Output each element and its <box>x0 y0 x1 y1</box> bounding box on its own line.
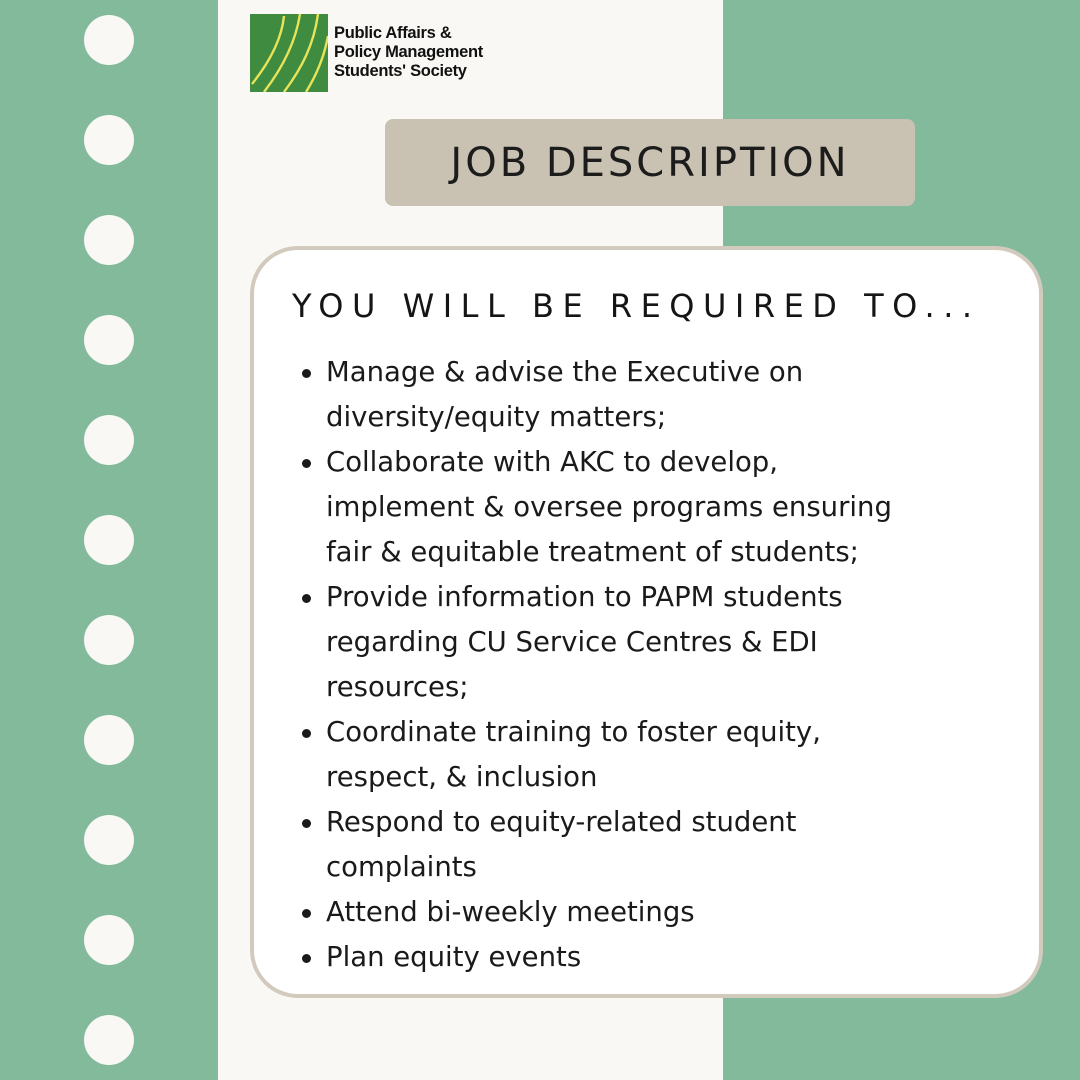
item-line: resources; <box>326 671 469 703</box>
item-line: Manage & advise the Executive on <box>326 356 804 388</box>
dot <box>84 715 134 765</box>
dot <box>84 915 134 965</box>
list-item <box>326 800 1016 890</box>
dot <box>84 615 134 665</box>
list-item <box>326 935 1016 980</box>
duty-list <box>326 350 1016 980</box>
bullet-icon <box>302 819 311 828</box>
item-line: regarding CU Service Centres & EDI <box>326 626 818 658</box>
papm-logo-icon <box>250 14 328 92</box>
society-logo <box>250 14 510 94</box>
requirements-card <box>250 246 1043 998</box>
logo-line: Students' Society <box>334 62 467 80</box>
list-item <box>326 710 1016 800</box>
item-line: Provide information to PAPM students <box>326 581 843 613</box>
dot <box>84 315 134 365</box>
dot <box>84 15 134 65</box>
item-line: implement & oversee programs ensuring <box>326 491 892 523</box>
item-line: diversity/equity matters; <box>326 401 667 433</box>
bullet-icon <box>302 369 311 378</box>
item-line: Coordinate training to foster equity, <box>326 716 821 748</box>
page-title: JOB DESCRIPTION <box>450 139 850 186</box>
card-heading: YOU WILL BE REQUIRED TO... <box>292 287 981 325</box>
logo-line: Policy Management <box>334 43 483 61</box>
dot <box>84 515 134 565</box>
bullet-icon <box>302 594 311 603</box>
decorative-dots <box>0 0 218 1080</box>
title-banner <box>385 119 915 206</box>
list-item <box>326 575 1016 710</box>
logo-line: Public Affairs & <box>334 24 452 42</box>
dot <box>84 1015 134 1065</box>
item-line: fair & equitable treatment of students; <box>326 536 859 568</box>
bullet-icon <box>302 954 311 963</box>
logo-text <box>334 24 524 81</box>
dot <box>84 815 134 865</box>
item-line: Plan equity events <box>326 941 582 973</box>
item-line: Collaborate with AKC to develop, <box>326 446 778 478</box>
dot <box>84 415 134 465</box>
item-line: Attend bi-weekly meetings <box>326 896 695 928</box>
bullet-icon <box>302 459 311 468</box>
item-line: respect, & inclusion <box>326 761 598 793</box>
dot <box>84 115 134 165</box>
list-item <box>326 440 1016 575</box>
list-item <box>326 350 1016 440</box>
bullet-icon <box>302 729 311 738</box>
bullet-icon <box>302 909 311 918</box>
list-item <box>326 890 1016 935</box>
item-line: complaints <box>326 851 477 883</box>
dot <box>84 215 134 265</box>
item-line: Respond to equity-related student <box>326 806 797 838</box>
